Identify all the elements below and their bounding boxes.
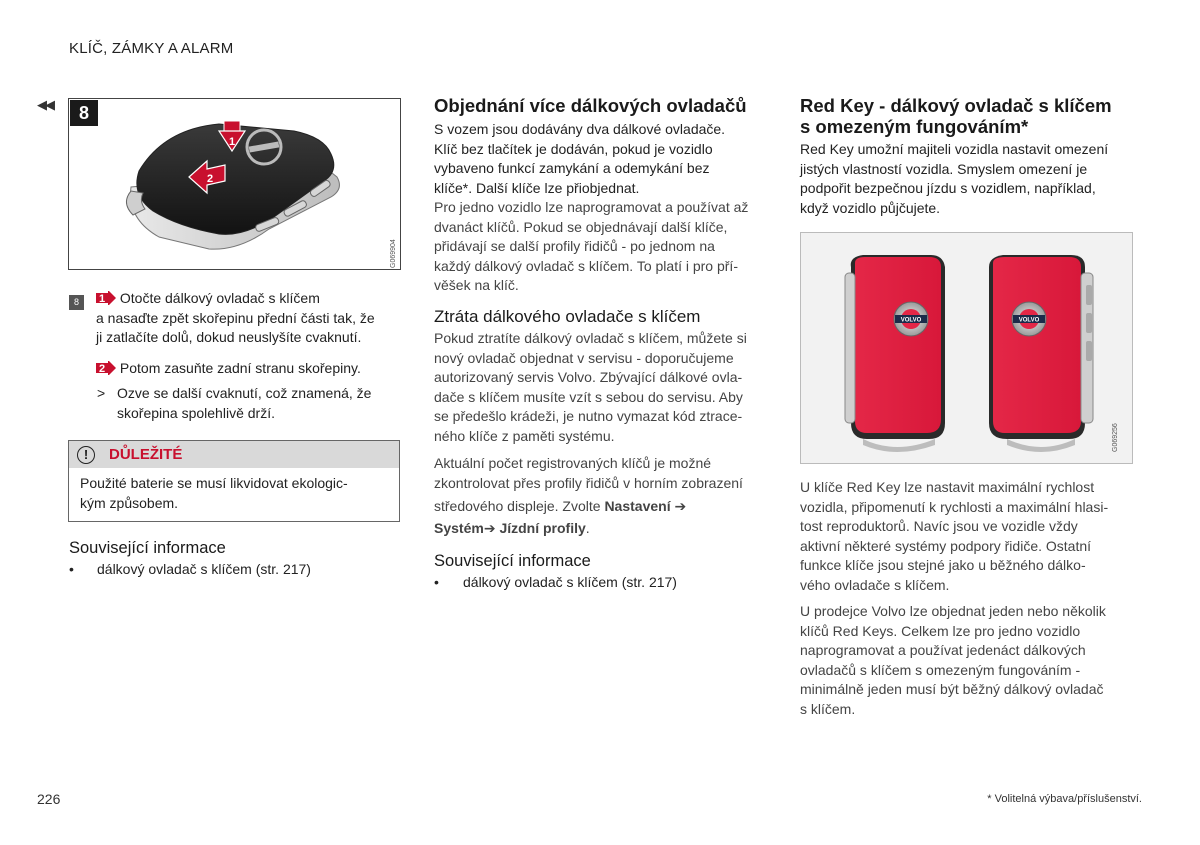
menu-arrow-icon: ➔ (674, 498, 687, 514)
important-label: DŮLEŽITÉ (109, 446, 183, 463)
important-notice (68, 440, 400, 522)
footnote: * Volitelná výbava/příslušenství. (987, 793, 1142, 805)
order-para-2-line: věšek na klíč. (434, 277, 519, 293)
red-key-para-1-line: Red Key umožní majiteli vozidla nastavit omezení (800, 141, 1109, 157)
red-key-para-2-line: vého ovladače s klíčem. (800, 576, 950, 593)
key-illustration (68, 98, 401, 270)
step-1-number: 1 (99, 293, 106, 305)
order-para-1-line: vybaveno funkcí zamykání a odemykání bez (434, 160, 710, 176)
volvo-logo-text-left: VOLVO (900, 317, 922, 324)
step-2-text: Potom zasuňte zadní stranu skořepiny. (119, 360, 361, 376)
key-fob-drawing (69, 99, 401, 270)
red-key-drawing (801, 233, 1133, 464)
figure-code: G069904 (390, 239, 397, 268)
red-key-para-2-line: vozidla, připomenutí k rychlosti a maximální hlasi- (800, 498, 1109, 515)
count-line-3-text: středového displeje. Zvolte (434, 498, 601, 514)
figure-arrow-1-label: 1 (228, 136, 236, 148)
red-key-para-3-line: U prodejce Volvo lze objednat jeden nebo několik (800, 603, 1106, 619)
red-key-photo (800, 232, 1133, 464)
lost-key-line: ného klíče z paměti systému. (434, 427, 615, 444)
order-para-2-line: dvanáct klíčů. Pokud se objednávají další klíče, (434, 218, 728, 235)
related-link-2[interactable]: dálkový ovladač s klíčem (str. 217) (463, 574, 677, 590)
step-1-line-2: a nasaďte zpět skořepinu přední části tak, že (96, 309, 375, 326)
count-line: zkontrolovat přes profily řidičů v horním zobrazení (434, 474, 743, 491)
lost-key-line: se předešlo krádeži, je nutno vymazat kód ztrace- (434, 408, 743, 424)
figure-number-badge: 8 (70, 100, 98, 126)
order-para-1-line: klíče*. Další klíče lze přiobjednat. (434, 179, 640, 196)
order-para-2-line: přidávají se další profily řidičů - po jednom na (434, 238, 715, 254)
red-key-para-3 (800, 602, 1106, 719)
red-key-para-3-line: naprogramovat a používat jedenáct dálkových (800, 642, 1086, 658)
red-key-para-2-line: funkce klíče jsou stejné jako u běžného dálko- (800, 557, 1086, 573)
red-key-para-3-line: s klíčem. (800, 700, 856, 717)
heading-lost-key: Ztráta dálkového ovladače s klíčem (434, 307, 701, 326)
red-key-para-3-line: minimálně jeden musí být běžný dálkový ovladač (800, 681, 1104, 697)
heading-red-key (800, 95, 1112, 137)
count-para (434, 454, 743, 493)
step-1 (96, 289, 375, 348)
lost-key-line: autorizovaný servis Volvo. Zbývající dálkové ovla- (434, 369, 743, 385)
related-link-1[interactable]: dálkový ovladač s klíčem (str. 217) (97, 561, 311, 577)
lost-key-line: Pokud ztratíte dálkový ovladač s klíčem, můžete si (434, 330, 747, 346)
step-result (117, 384, 371, 423)
step-1-line-3: ji zatlačíte dolů, dokud neuslyšíte cvaknutí. (96, 329, 362, 345)
heading-red-key-line: s omezeným fungováním* (800, 116, 1029, 137)
count-line-4 (434, 519, 590, 539)
red-key-para-2 (800, 478, 1108, 595)
important-header (69, 441, 399, 468)
red-key-para-1-line: jistých vlastností vozidla. Smyslem omezení je (800, 160, 1088, 177)
menu-path-settings: Nastavení (604, 498, 671, 514)
important-line-2: kým způsobem. (80, 494, 179, 511)
step-result-line-1: Ozve se další cvaknutí, což znamená, že (117, 385, 372, 401)
heading-order-remotes: Objednání více dálkových ovladačů (434, 95, 747, 116)
menu-arrow-icon: ➔ (483, 520, 496, 536)
order-para-1-line: Klíč bez tlačítek je dodáván, pokud je vozidlo (434, 140, 713, 157)
count-line-3 (434, 497, 686, 517)
red-key-para-3-line: ovladačů s klíčem s omezeným fungováním - (800, 661, 1081, 678)
step-1-line-1: Otočte dálkový ovladač s klíčem (119, 290, 320, 306)
important-line-1: Použité baterie se musí likvidovat ekologic- (80, 475, 348, 491)
menu-path-system: Systém (434, 520, 484, 536)
related-info-heading-2: Související informace (434, 552, 591, 570)
photo-code: G069256 (1112, 423, 1119, 452)
order-para-1-line: S vozem jsou dodávány dva dálkové ovladače. (434, 121, 726, 137)
red-key-para-2-line: U klíče Red Key lze nastavit maximální rychlost (800, 479, 1095, 495)
red-key-para-2-line: tost reproduktorů. Navíc jsou ve vozidle vždy (800, 518, 1078, 534)
order-para-2-line: Pro jedno vozidlo lze naprogramovat a používat až (434, 199, 749, 215)
red-key-para-3-line: klíčů Red Keys. Celkem lze pro jedno vozidlo (800, 622, 1081, 639)
heading-red-key-line: Red Key - dálkový ovladač s klíčem (800, 95, 1112, 116)
double-left-arrow-icon[interactable]: ◀◀ (37, 97, 53, 112)
red-key-para-1-line: podpořit bezpečnou jízdu s vozidlem, například, (800, 180, 1096, 196)
related-info-heading-1: Související informace (69, 539, 226, 557)
page-number: 226 (37, 791, 61, 807)
figure-ref-number: 8 (69, 295, 84, 310)
red-key-para-1 (800, 140, 1108, 218)
lost-key-line: nový ovladač objednat v servisu - doporučujeme (434, 349, 734, 366)
step-2-arrow-icon (96, 361, 116, 375)
step-result-line-2: skořepina spolehlivě drží. (117, 404, 275, 421)
result-marker: > (97, 385, 106, 401)
important-text (80, 474, 348, 513)
sentence-period: . (585, 520, 590, 536)
order-para-2 (434, 198, 748, 296)
volvo-logo-text-right: VOLVO (1018, 317, 1040, 324)
lost-key-line: dače s klíčem musíte vzít s sebou do servisu. Aby (434, 388, 743, 405)
step-1-arrow-icon (96, 291, 116, 305)
red-key-para-1-line: když vozidlo půjčujete. (800, 199, 941, 216)
order-para-2-line: každý dálkový ovladač s klíčem. To platí i pro pří- (434, 257, 738, 274)
section-header-title: KLÍČ, ZÁMKY A ALARM (69, 40, 234, 57)
warning-icon: ! (77, 446, 95, 464)
red-key-para-2-line: aktivní některé systémy podpory řidiče. Ostatní (800, 537, 1092, 554)
figure-ref-badge (69, 292, 84, 310)
bullet-1: • (69, 561, 74, 577)
step-2-number: 2 (99, 363, 106, 375)
bullet-2: • (434, 574, 439, 590)
lost-key-para (434, 329, 747, 446)
step-2 (96, 359, 361, 379)
figure-arrow-2-label: 2 (206, 173, 214, 185)
count-line: Aktuální počet registrovaných klíčů je možné (434, 455, 712, 471)
order-para-1 (434, 120, 725, 198)
menu-path-driver-profiles: Jízdní profily (499, 520, 586, 536)
